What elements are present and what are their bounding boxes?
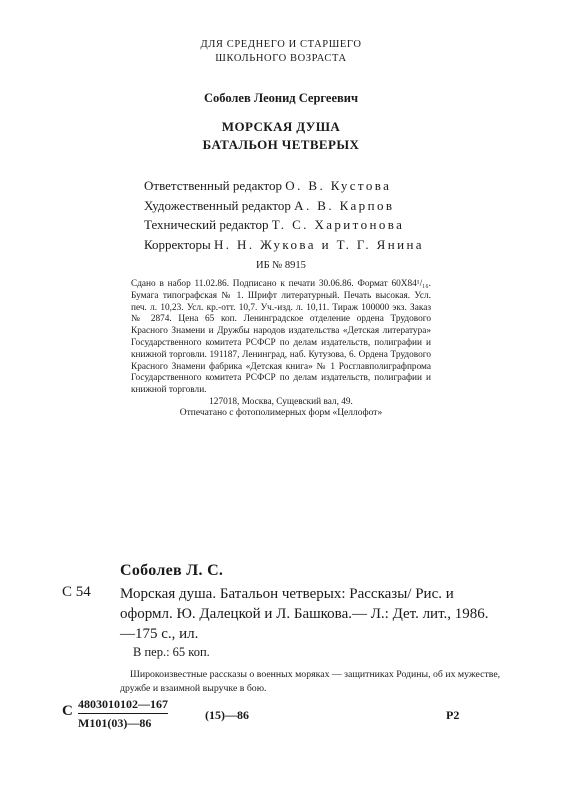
- classification-numerator: 4803010102—167: [78, 697, 168, 714]
- book-titles: [0, 118, 562, 154]
- staff-role: Корректоры: [144, 236, 211, 252]
- staff-row-tech-editor: [144, 215, 424, 235]
- staff-name: А. В. Карпов: [294, 197, 395, 213]
- staff-name: Н. Н. Жукова и Т. Г. Янина: [213, 236, 424, 252]
- staff-credits: [144, 176, 424, 254]
- author-full-name: Соболев Леонид Сергеевич: [203, 91, 359, 105]
- classification-fraction: [78, 697, 168, 731]
- bib-description: Морская душа. Батальон четверых: Рассказы/ Рис. и оформл. Ю. Далецкой и Л. Башкова.— Л.: Дет. лит., 1986.—175 с., ил.: [120, 586, 489, 642]
- staff-row-responsible-editor: [144, 176, 424, 196]
- staff-name: Т. С. Харитонова: [271, 217, 405, 232]
- audience-line-2: ШКОЛЬНОГО ВОЗРАСТА: [215, 53, 347, 64]
- staff-name: О. В. Кустова: [285, 178, 392, 193]
- staff-role: Художественный редактор: [144, 197, 291, 213]
- audience-line-1: ДЛЯ СРЕДНЕГО И СТАРШЕГО: [200, 39, 362, 50]
- classification-letter: С: [62, 703, 73, 719]
- imprint-block: [131, 279, 431, 409]
- classification-suffix: (15)—86: [205, 708, 249, 722]
- staff-role: Технический редактор: [144, 217, 269, 232]
- ib-number: ИБ № 8915: [256, 260, 306, 271]
- title-line-1: МОРСКАЯ ДУША: [221, 119, 341, 134]
- classification-denominator: М101(03)—86: [78, 716, 152, 730]
- bib-price: В пер.: 65 коп.: [133, 645, 210, 659]
- staff-row-proofreaders: [144, 235, 424, 255]
- staff-role: Ответственный редактор: [144, 178, 283, 193]
- annotation: Широкоизвестные рассказы о военных моряках — защитниках Родины, об их мужестве, дружбе и взаимной выручке в бою.: [120, 669, 501, 694]
- staff-row-art-editor: [144, 196, 424, 216]
- printed-from-note: Отпечатано с фотополимерных форм «Целлофот»: [179, 408, 383, 418]
- bib-code: С 54: [62, 584, 91, 600]
- audience-note: [0, 38, 562, 66]
- title-line-2: БАТАЛЬОН ЧЕТВЕРЫХ: [202, 137, 360, 152]
- imprint-main: Сдано в набор 11.02.86. Подписано к печати 30.06.86. Формат 60Х84¹/₁₆. Бумага типографская № 1. Шрифт литературный. Печать высокая. Усл. печ. л. 10,23. Усл. кр.-отт. 10,7. Уч.-изд. л. 10,11. Тираж 100000 экз. Заказ № 2874. Цена 65 коп. Ленинградское отделение ордена Трудового Красного Знамени и Дружбы народов издательства «Детская литература» Государственного комитета РСФСР по делам издательств, полиграфии и книжной торговли. 191187, Ленинград, наб. Кутузова, 6. Ордена Трудового Красного Знамени фабрика «Детская книга» № 1 Росглавполиграфпрома Государственного комитета РСФСР по делам издательств, полиграфии и книжной торговли.: [131, 279, 431, 396]
- bib-author: Соболев Л. С.: [120, 562, 224, 579]
- imprint-address: 127018, Москва, Сущевский вал, 49.: [209, 396, 353, 407]
- classification-series: Р2: [446, 708, 460, 722]
